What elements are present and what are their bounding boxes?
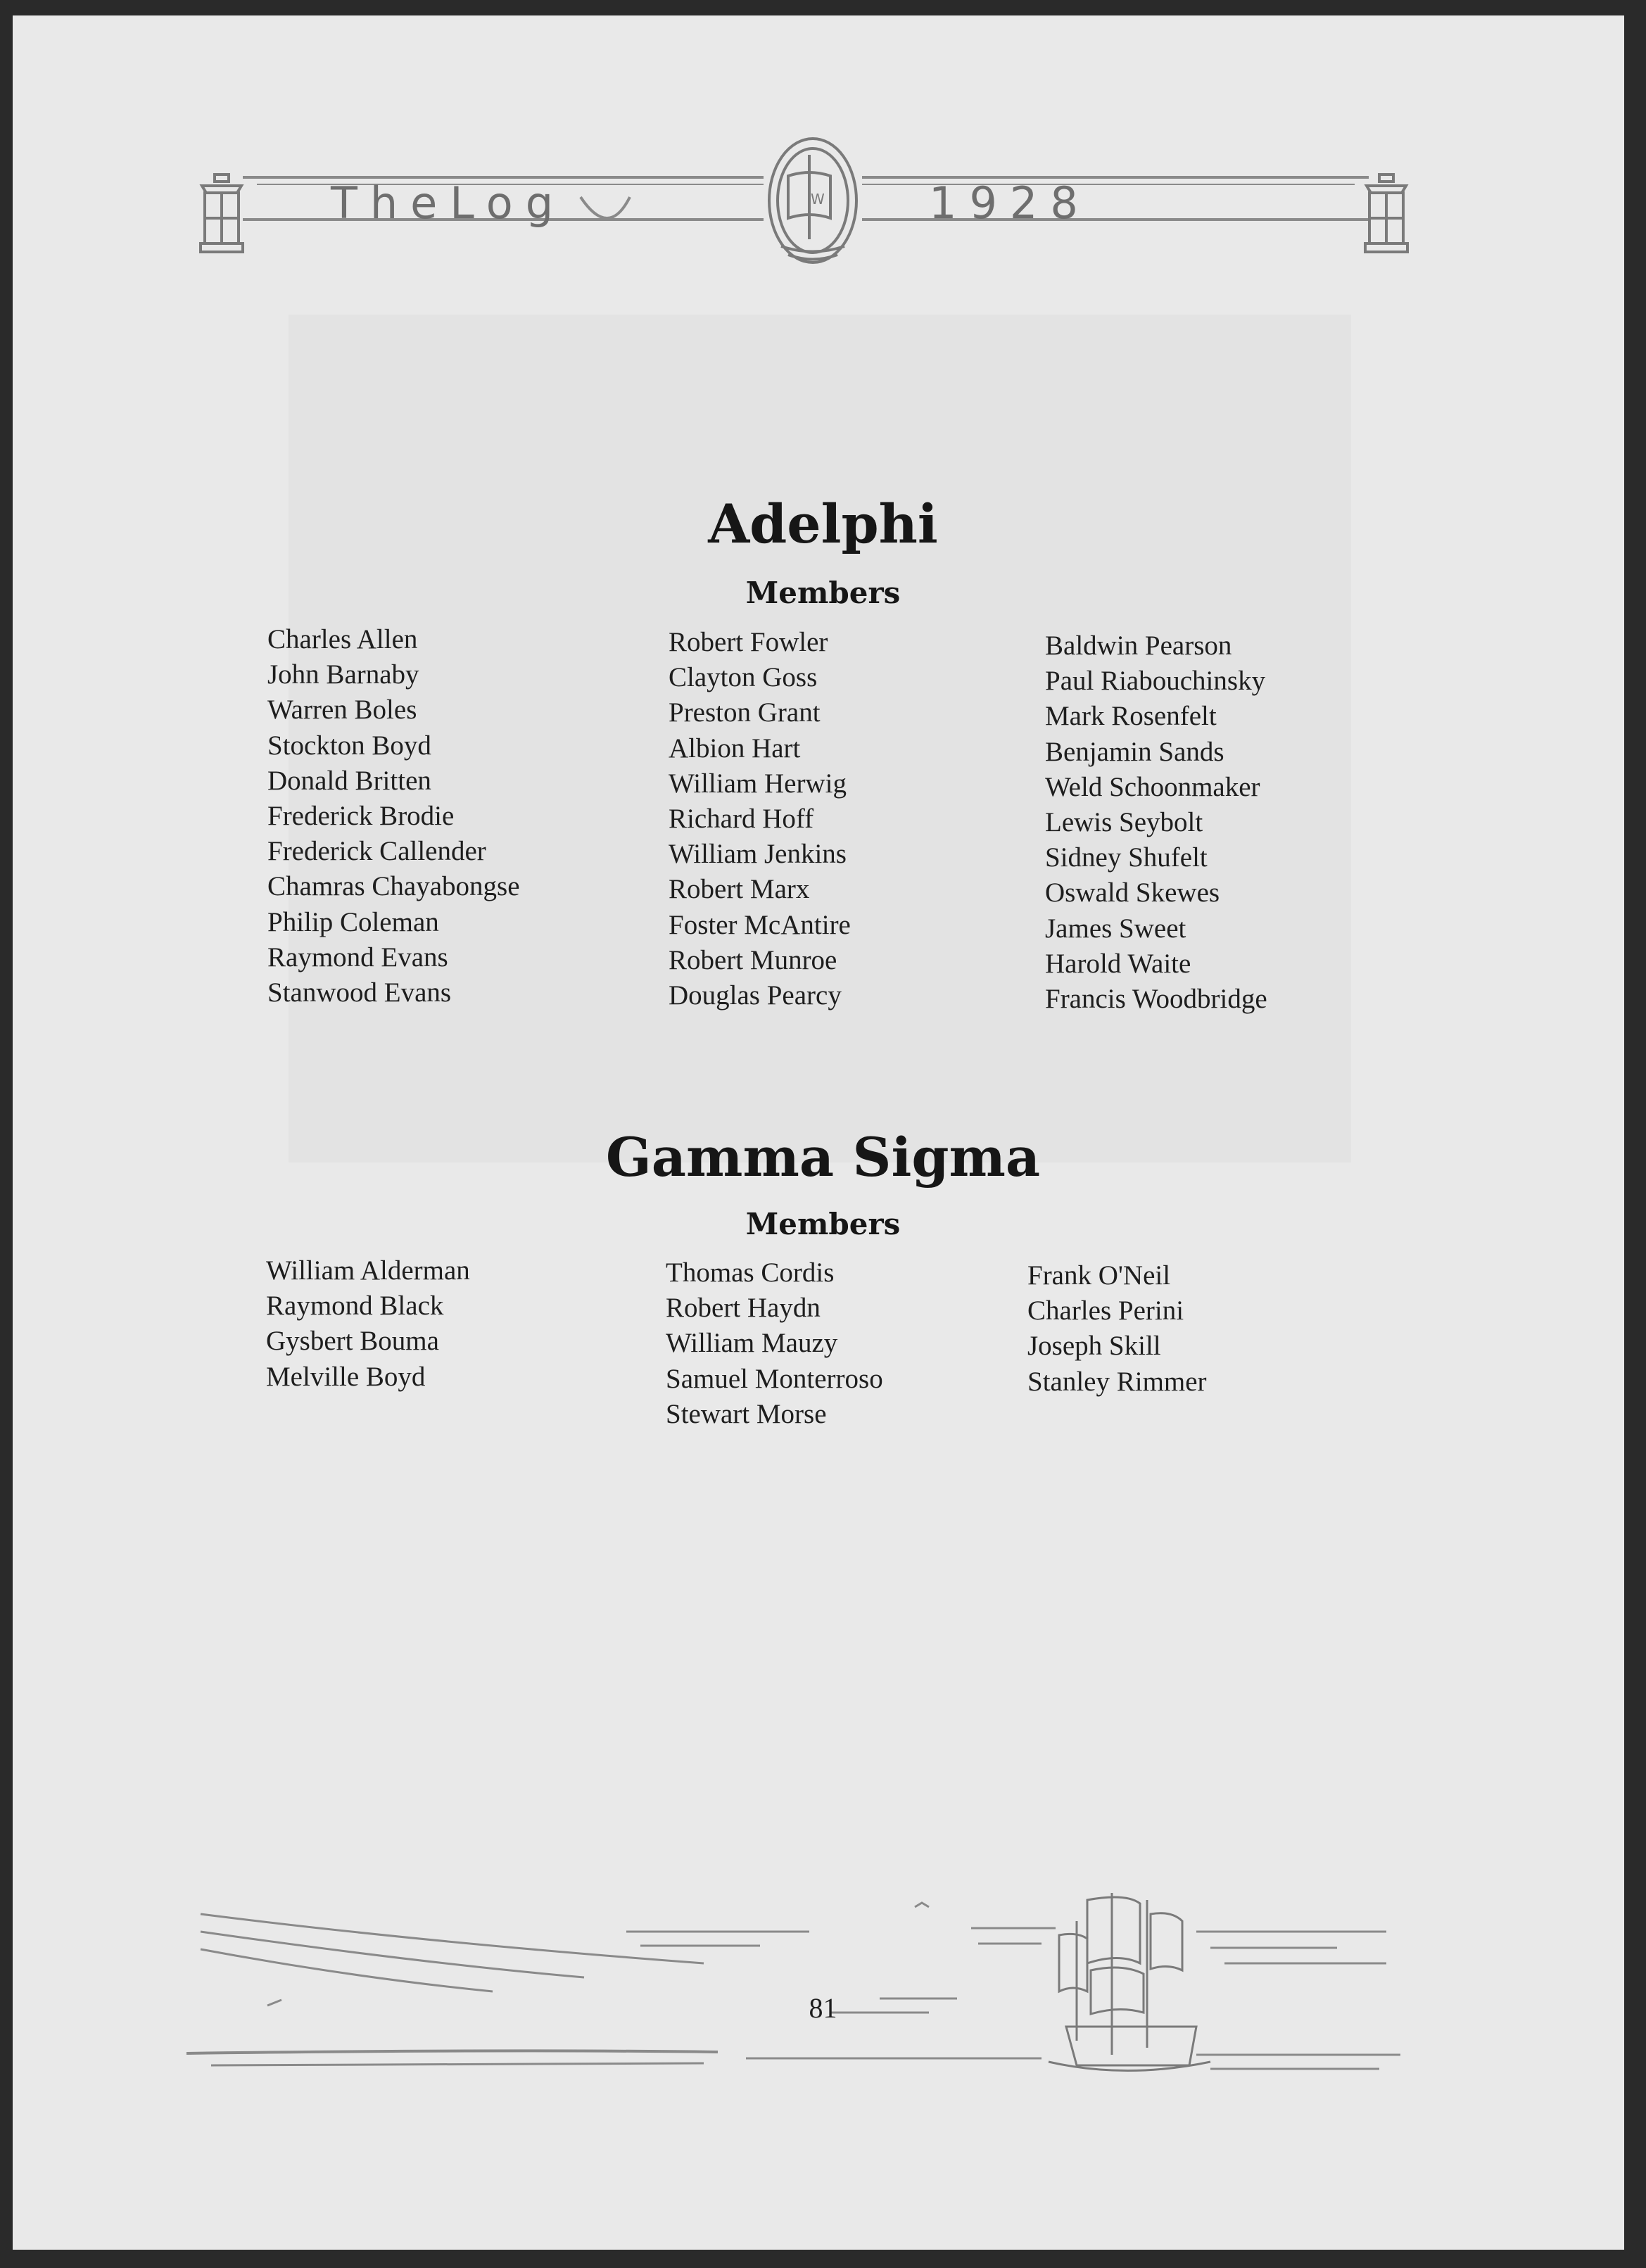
member-name: Donald Britten — [267, 765, 431, 796]
svg-text:W: W — [811, 191, 825, 208]
gamma-sigma-members-column-2 — [666, 1255, 883, 1432]
member-name: Stanley Rimmer — [1027, 1366, 1207, 1397]
member-name: Robert Haydn — [666, 1293, 821, 1324]
member-name: Thomas Cordis — [666, 1257, 835, 1288]
member-name: Sidney Shufelt — [1045, 842, 1208, 873]
member-name: William Jenkins — [669, 839, 847, 870]
member-name: John Barnaby — [267, 659, 419, 690]
member-name: Charles Perini — [1027, 1295, 1184, 1326]
member-name: Lewis Seybolt — [1045, 807, 1203, 838]
member-name: Douglas Pearcy — [669, 980, 842, 1011]
member-name: Frank O'Neil — [1027, 1260, 1171, 1291]
member-name: Warren Boles — [267, 695, 417, 726]
member-name: Stewart Morse — [666, 1398, 827, 1429]
member-name: Gysbert Bouma — [266, 1326, 439, 1357]
adelphi-members-column-2 — [669, 625, 851, 1013]
lantern-left-icon — [194, 169, 250, 257]
section-subtitle-adelphi: Members — [745, 576, 901, 610]
member-name: Charles Allen — [267, 624, 418, 654]
page-header-banner — [186, 134, 1425, 274]
gamma-sigma-members-column-3 — [1027, 1258, 1207, 1400]
member-name: Joseph Skill — [1027, 1331, 1161, 1362]
member-name: Preston Grant — [669, 697, 821, 728]
member-name: Raymond Evans — [267, 942, 448, 973]
member-name: Robert Marx — [669, 874, 810, 905]
member-name: Samuel Monterroso — [666, 1363, 883, 1394]
member-name: Benjamin Sands — [1045, 736, 1224, 767]
member-name: Foster McAntire — [669, 909, 851, 940]
member-name: Clayton Goss — [669, 662, 818, 693]
header-title-left: TheLog — [331, 177, 566, 229]
member-name: Albion Hart — [669, 733, 801, 764]
member-name: William Alderman — [266, 1255, 470, 1286]
member-name: Robert Fowler — [669, 627, 828, 657]
member-name: Raymond Black — [266, 1291, 444, 1322]
section-title-gamma-sigma: Gamma Sigma — [605, 1126, 1041, 1189]
member-name: Weld Schoonmaker — [1045, 771, 1260, 802]
member-name: William Mauzy — [666, 1328, 838, 1359]
member-name: Francis Woodbridge — [1045, 984, 1267, 1015]
member-name: Stockton Boyd — [267, 730, 431, 761]
member-name: Frederick Callender — [267, 836, 486, 867]
member-name: Melville Boyd — [266, 1361, 426, 1392]
member-name: William Herwig — [669, 768, 847, 799]
section-subtitle-gamma-sigma: Members — [745, 1207, 901, 1241]
header-year: 1928 — [929, 177, 1091, 229]
member-name: Chamras Chayabongse — [267, 871, 520, 902]
member-name: Robert Munroe — [669, 944, 837, 975]
member-name: Mark Rosenfelt — [1045, 701, 1217, 732]
adelphi-members-column-3 — [1045, 628, 1267, 1017]
ship-crest-icon — [760, 134, 866, 274]
section-title-adelphi: Adelphi — [708, 493, 938, 555]
member-name: Harold Waite — [1045, 948, 1191, 979]
member-name: Richard Hoff — [669, 804, 814, 835]
page-number: 81 — [809, 1992, 837, 2024]
lantern-right-icon — [1358, 169, 1414, 257]
member-name: Philip Coleman — [267, 906, 439, 937]
member-name: Frederick Brodie — [267, 801, 455, 832]
member-name: Paul Riabouchinsky — [1045, 666, 1266, 697]
member-name: James Sweet — [1045, 913, 1186, 944]
adelphi-members-column-1 — [267, 622, 520, 1011]
member-name: Baldwin Pearson — [1045, 631, 1232, 661]
member-name: Oswald Skewes — [1045, 878, 1220, 908]
gamma-sigma-members-column-1 — [266, 1253, 470, 1395]
member-name: Stanwood Evans — [267, 977, 452, 1008]
